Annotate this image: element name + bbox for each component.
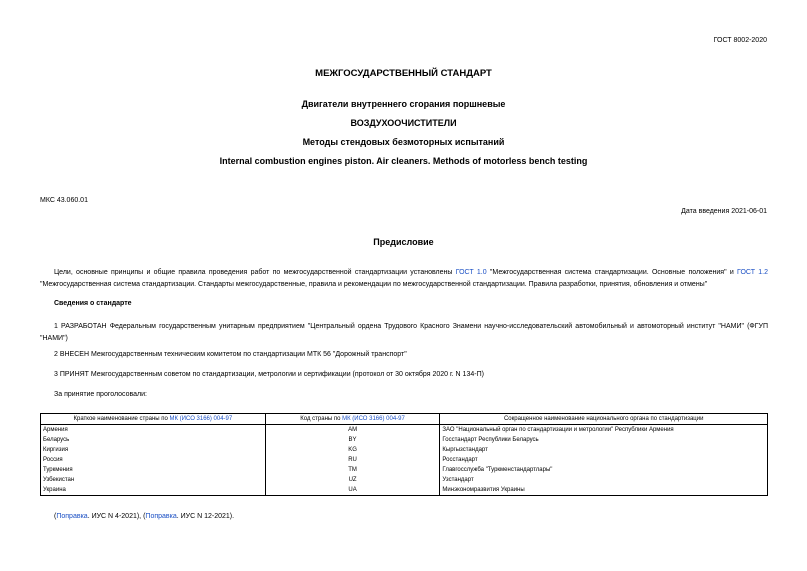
mk-iso-link[interactable]: МК (ИСО 3166) 004-97 xyxy=(169,416,233,422)
country-cell: Армения xyxy=(41,425,266,436)
amendments-line: (Поправка. ИУС N 4-2021), (Поправка. ИУС N 12-2021). xyxy=(54,513,235,520)
mks-code: МКС 43.060.01 xyxy=(40,197,88,204)
english-title: Internal combustion engines piston. Air cleaners. Methods of motorless bench testing xyxy=(219,156,588,166)
country-cell: Киргизия xyxy=(41,445,266,455)
foreword-paragraph xyxy=(40,267,768,290)
item-adopted: 3 ПРИНЯТ Межгосударственным советом по стандартизации, метрологии и сертификации (протокол от 30 октября 2020 г. N 134-П) xyxy=(54,371,484,378)
code-cell: BY xyxy=(265,435,440,445)
methods-title: Методы стендовых безмоторных испытаний xyxy=(302,137,505,147)
country-cell: Беларусь xyxy=(41,435,266,445)
foreword-text-b: "Межгосударственная система стандартизации. Основные положения" и xyxy=(486,269,738,276)
body-cell: Росстандарт xyxy=(440,455,768,465)
header-code: Код страны по МК (ИСО 3166) 004-97 xyxy=(265,414,440,425)
voting-countries-table xyxy=(40,413,768,496)
country-cell: Россия xyxy=(41,455,266,465)
code-cell: UZ xyxy=(265,475,440,485)
header-body: Сокращенное наименование национального органа по стандартизации xyxy=(440,414,768,425)
document-code: ГОСТ 8002-2020 xyxy=(713,37,767,44)
body-cell: Минэкономразвития Украины xyxy=(440,485,768,496)
table-row xyxy=(41,445,768,455)
amendment-link-1[interactable]: Поправка xyxy=(56,513,88,520)
code-cell: TM xyxy=(265,465,440,475)
code-cell: AM xyxy=(265,425,440,436)
foreword-text-a: Цели, основные принципы и общие правила проведения работ по межгосударственной стандартизации установлены xyxy=(54,269,456,276)
product-title: ВОЗДУХООЧИСТИТЕЛИ xyxy=(350,118,457,128)
body-cell: Главгосслужба "Туркменстандартлары" xyxy=(440,465,768,475)
code-cell: UA xyxy=(265,485,440,496)
body-cell: Узстандарт xyxy=(440,475,768,485)
country-cell: Туркмения xyxy=(41,465,266,475)
item-submitted: 2 ВНЕСЕН Межгосударственным техническим комитетом по стандартизации МТК 56 "Дорожный транспорт" xyxy=(54,351,407,358)
table-header-row xyxy=(41,414,768,425)
body-cell: ЗАО "Национальный орган по стандартизации и метрологии" Республики Армения xyxy=(440,425,768,436)
table-row xyxy=(41,455,768,465)
interstate-standard-heading: МЕЖГОСУДАРСТВЕННЫЙ СТАНДАРТ xyxy=(315,68,492,79)
table-row xyxy=(41,465,768,475)
country-cell: Узбекистан xyxy=(41,475,266,485)
table-row xyxy=(41,485,768,496)
subject-title: Двигатели внутреннего сгорания поршневые xyxy=(301,99,506,109)
header-country: Краткое наименование страны по МК (ИСО 3166) 004-97 xyxy=(41,414,266,425)
table-row xyxy=(41,475,768,485)
introduction-date: Дата введения 2021-06-01 xyxy=(681,208,767,215)
foreword-text-c: "Межгосударственная система стандартизации. Стандарты межгосударственные, правила и рекомендации по межгосударственной стандартизации. Правила разработки, принятия, обновления и отмены" xyxy=(40,280,708,288)
body-cell: Кыргызстандарт xyxy=(440,445,768,455)
item-developed xyxy=(40,321,768,344)
voted-label: За принятие проголосовали: xyxy=(54,391,147,398)
mk-iso-link[interactable]: МК (ИСО 3166) 004-97 xyxy=(342,416,405,422)
code-cell: RU xyxy=(265,455,440,465)
item-developed-text: 1 РАЗРАБОТАН Федеральным государственным унитарным предприятием "Центральный ордена Трудового Красного Знамени научно-исследовательский автомобильный и автомоторный институт "НАМИ" (ФГУП "НАМИ") xyxy=(40,323,768,342)
standard-info-heading: Сведения о стандарте xyxy=(54,300,132,307)
foreword-heading: Предисловие xyxy=(373,237,434,247)
table-row xyxy=(41,435,768,445)
body-cell: Госстандарт Республики Беларусь xyxy=(440,435,768,445)
gost-1-0-link[interactable]: ГОСТ 1.0 xyxy=(455,269,487,276)
amendment-link-2[interactable]: Поправка xyxy=(145,513,177,520)
code-cell: KG xyxy=(265,445,440,455)
table-row xyxy=(41,425,768,436)
country-cell: Украина xyxy=(41,485,266,496)
gost-1-2-link[interactable]: ГОСТ 1.2 xyxy=(737,269,768,276)
